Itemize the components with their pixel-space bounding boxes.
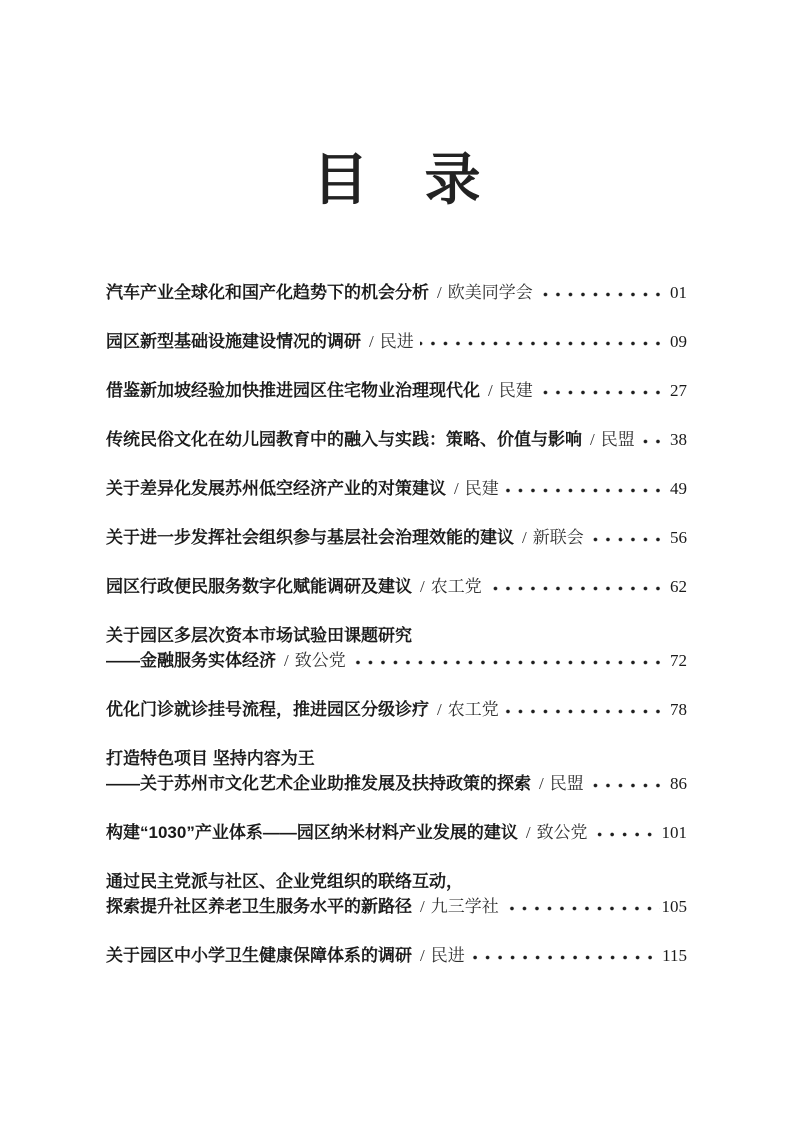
toc-entry-page-number: 72 xyxy=(670,651,687,670)
toc-entry-title-line: 打造特色项目 坚持内容为王 xyxy=(106,749,315,768)
toc-list xyxy=(106,280,687,968)
toc-entry-org: 欧美同学会 xyxy=(447,283,533,302)
toc-entry-separator: / xyxy=(284,651,289,670)
toc-entry xyxy=(106,574,687,599)
toc-entry-title: ——关于苏州市文化艺术企业助推发展及扶持政策的探索 xyxy=(106,774,531,793)
toc-entry-title: 传统民俗文化在幼儿园教育中的融入与实践：策略、价值与影响 xyxy=(106,430,582,449)
toc-entry-title: 汽车产业全球化和国产化趋势下的机会分析 xyxy=(106,283,429,302)
toc-entry-row xyxy=(106,525,687,550)
toc-entry-title: 关于进一步发挥社会组织参与基层社会治理效能的建议 xyxy=(106,528,514,547)
dot-leader-icon xyxy=(539,291,668,298)
toc-entry-title: 园区新型基础设施建设情况的调研 xyxy=(106,332,361,351)
toc-entry xyxy=(106,697,687,722)
toc-entry-org: 民进 xyxy=(379,332,414,351)
toc-entry-org: 新联会 xyxy=(532,528,584,547)
toc-entry-separator: / xyxy=(539,774,544,793)
toc-entry-title: 关于差异化发展苏州低空经济产业的对策建议 xyxy=(106,479,446,498)
toc-entry-row xyxy=(106,476,687,501)
toc-entry-title: 关于园区中小学卫生健康保障体系的调研 xyxy=(106,946,412,965)
toc-entry xyxy=(106,623,687,673)
toc-entry xyxy=(106,820,687,845)
toc-entry-separator: / xyxy=(369,332,374,351)
toc-entry xyxy=(106,378,687,403)
toc-entry-row xyxy=(106,894,687,919)
toc-entry xyxy=(106,943,687,968)
toc-entry-page-number: 115 xyxy=(662,946,687,965)
toc-entry-row xyxy=(106,697,687,722)
toc-entry-row xyxy=(106,820,687,845)
dot-leader-icon xyxy=(505,905,660,912)
toc-entry-separator: / xyxy=(437,283,442,302)
dot-leader-icon xyxy=(471,954,660,961)
dot-leader-icon xyxy=(420,340,668,347)
toc-entry-org: 民进 xyxy=(430,946,465,965)
toc-entry-page-number: 38 xyxy=(670,430,687,449)
toc-entry-separator: / xyxy=(420,897,425,916)
toc-entry-org: 农工党 xyxy=(447,700,499,719)
toc-entry-separator: / xyxy=(437,700,442,719)
toc-entry xyxy=(106,329,687,354)
toc-entry xyxy=(106,476,687,501)
toc-entry-org: 民建 xyxy=(464,479,499,498)
toc-entry-row xyxy=(106,280,687,305)
toc-entry-title: 构建“1030”产业体系——园区纳米材料产业发展的建议 xyxy=(106,823,518,842)
toc-entry-row xyxy=(106,427,687,452)
toc-entry-row xyxy=(106,648,687,673)
dot-leader-icon xyxy=(590,536,668,543)
toc-entry xyxy=(106,280,687,305)
toc-entry-org: 民盟 xyxy=(600,430,635,449)
dot-leader-icon xyxy=(590,782,668,789)
dot-leader-icon xyxy=(505,708,668,715)
toc-entry-page-number: 27 xyxy=(670,381,687,400)
toc-entry-page-number: 62 xyxy=(670,577,687,596)
toc-entry-org: 致公党 xyxy=(294,651,346,670)
toc-entry-separator: / xyxy=(590,430,595,449)
toc-entry xyxy=(106,746,687,796)
toc-entry-page-number: 101 xyxy=(661,823,687,842)
toc-entry xyxy=(106,525,687,550)
toc-entry-row xyxy=(106,574,687,599)
toc-entry-row xyxy=(106,943,687,968)
toc-entry-separator: / xyxy=(454,479,459,498)
dot-leader-icon xyxy=(505,487,668,494)
toc-entry-title-line: 关于园区多层次资本市场试验田课题研究 xyxy=(106,626,412,645)
toc-entry-title: 借鉴新加坡经验加快推进园区住宅物业治理现代化 xyxy=(106,381,480,400)
toc-entry-org: 民盟 xyxy=(549,774,584,793)
toc-entry-page-number: 86 xyxy=(670,774,687,793)
toc-entry xyxy=(106,427,687,452)
toc-entry-page-number: 105 xyxy=(661,897,687,916)
dot-leader-icon xyxy=(488,585,668,592)
toc-entry-org: 农工党 xyxy=(430,577,482,596)
toc-entry-org: 九三学社 xyxy=(430,897,499,916)
toc-entry-separator: / xyxy=(420,946,425,965)
toc-page-title: 目 录 xyxy=(312,148,481,211)
toc-entry-title: ——金融服务实体经济 xyxy=(106,651,276,670)
toc-entry-separator: / xyxy=(420,577,425,596)
dot-leader-icon xyxy=(352,659,668,666)
toc-entry xyxy=(106,869,687,919)
toc-entry-title: 优化门诊就诊挂号流程，推进园区分级诊疗 xyxy=(106,700,429,719)
toc-entry-title: 园区行政便民服务数字化赋能调研及建议 xyxy=(106,577,412,596)
dot-leader-icon xyxy=(594,831,660,838)
toc-entry-page-number: 56 xyxy=(670,528,687,547)
dot-leader-icon xyxy=(641,438,668,445)
toc-entry-row xyxy=(106,771,687,796)
toc-entry-row xyxy=(106,378,687,403)
toc-entry-separator: / xyxy=(525,823,531,842)
toc-entry-page-number: 09 xyxy=(670,332,687,351)
toc-entry-org: 民建 xyxy=(498,381,533,400)
toc-entry-page-number: 78 xyxy=(670,700,687,719)
toc-entry-separator: / xyxy=(522,528,527,547)
toc-entry-page-number: 49 xyxy=(670,479,687,498)
toc-entry-separator: / xyxy=(488,381,493,400)
toc-entry-title: 探索提升社区养老卫生服务水平的新路径 xyxy=(106,897,412,916)
toc-entry-page-number: 01 xyxy=(670,283,687,302)
dot-leader-icon xyxy=(539,389,668,396)
toc-entry-title-line: 通过民主党派与社区、企业党组织的联络互动， xyxy=(106,872,463,891)
toc-entry-row xyxy=(106,329,687,354)
toc-entry-org: 致公党 xyxy=(536,823,588,842)
